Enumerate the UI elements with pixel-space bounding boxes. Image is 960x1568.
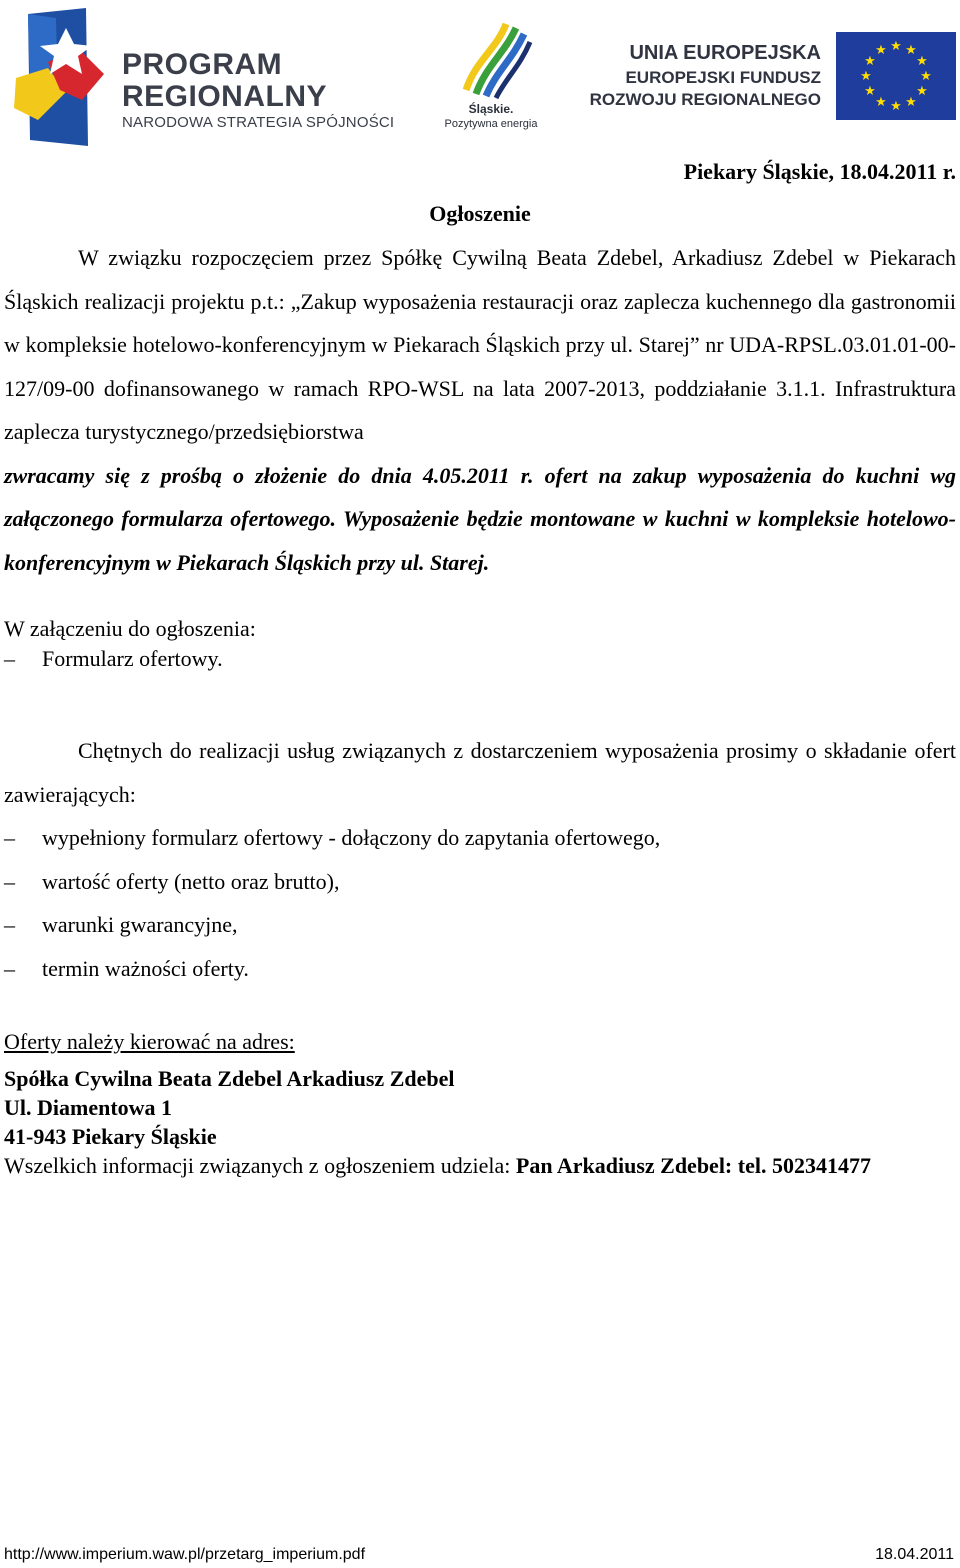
footer-url[interactable]: http://www.imperium.waw.pl/przetarg_imperium.pdf [4,1546,366,1563]
svg-text:★: ★ [875,43,887,58]
eu-logo-line1: UNIA EUROPEJSKA [629,42,821,64]
program-logo-line2: REGIONALNY [122,80,328,113]
svg-text:★: ★ [916,54,928,69]
announcement-document [4,148,956,1180]
requirements-list [4,816,956,990]
address-heading: Oferty należy kierować na adres: [4,1029,295,1054]
slaskie-logo [436,20,546,140]
requirement-text: warunki gwarancyjne, [42,912,238,937]
requirement-text: termin ważności oferty. [42,955,249,981]
offer-paragraph: Chętnych do realizacji usług związanych z dostarczeniem wyposażenia prosimy o składanie ofert zawierających: [4,738,956,807]
svg-text:★: ★ [890,99,902,114]
program-regionalny-emblem-icon [8,8,118,150]
list-dash: – [4,955,15,981]
requirement-text: wartość oferty (netto oraz brutto), [42,868,340,894]
svg-text:★: ★ [864,84,876,99]
slaskie-logo-line1: Śląskie. [468,102,514,116]
slaskie-logo-line2: Pozytywna energia [444,118,538,130]
list-item [4,903,956,947]
contact-info-prefix: Wszelkich informacji związanych z ogłoszeniem udziela: [4,1153,516,1178]
svg-text:★: ★ [920,69,932,84]
address-line: Ul. Diamentowa 1 [4,1095,173,1120]
svg-text:★: ★ [860,69,872,84]
list-item [4,860,956,904]
svg-text:★: ★ [905,95,917,110]
attachment-label: W załączeniu do ogłoszenia: [4,616,256,641]
list-dash: – [4,868,15,894]
svg-text:★: ★ [905,43,917,58]
eu-logo-line2: EUROPEJSKI FUNDUSZ [625,68,821,87]
document-title: Ogłoszenie [429,201,531,226]
list-dash: – [4,646,15,671]
attachment-item-text: Formularz ofertowy. [42,646,223,671]
address-line: Spółka Cywilna Beata Zdebel Arkadiusz Zdebel [4,1066,455,1091]
eu-logo [589,28,956,128]
contact-info [4,1151,956,1180]
footer-date: 18.04.2011 [875,1546,954,1563]
attachment-item [4,644,956,674]
eu-logo-line3: ROZWOJU REGIONALNEGO [589,90,821,109]
eu-flag-icon [836,32,956,120]
document-date: Piekary Śląskie, 18.04.2011 r. [683,159,956,184]
list-item [4,816,956,860]
requirement-text: wypełniony formularz ofertowy - dołączony do zapytania ofertowego, [42,825,661,850]
program-regionalny-logo [8,8,395,150]
address-line: 41-943 Piekary Śląskie [4,1124,217,1149]
slaskie-waves-icon [436,20,546,100]
list-item [4,947,956,991]
intro-paragraph: W związku rozpoczęciem przez Spółkę Cywilną Beata Zdebel, Arkadiusz Zdebel w Piekarach Śląskich realizacji projektu p.t.: „Zakup wyposażenia restauracji oraz zaplecza kuchennego dla gastronomii w kompleksie hotelowo-konferencyjnym w Piekarach Śląskich przy ul. Starej” nr UDA-RPSL.03.01.01-00-127/09-00 dofinansowanego w ramach RPO-WSL na lata 2007-2013, poddziałanie 3.1.1. Infrastruktura zaplecza turystycznego/przedsiębiorstwa [4,245,956,444]
svg-text:★: ★ [875,95,887,110]
svg-text:★: ★ [864,54,876,69]
contact-person: Pan Arkadiusz Zdebel: tel. 502341477 [515,1153,871,1178]
request-paragraph: zwracamy się z prośbą o złożenie do dnia 4.05.2011 r. ofert na zakup wyposażenia do kuchni wg załączonego formularza ofertowego. Wyposażenie będzie montowane w kuchni w kompleksie hotelowo-konferencyjnym w Piekarach Śląskich przy ul. Starej. [4,462,956,575]
svg-text:★: ★ [890,39,902,54]
list-dash: – [4,912,15,937]
program-logo-line1: PROGRAM [122,48,283,81]
logo-bar [0,0,960,150]
program-logo-line3: NARODOWA STRATEGIA SPÓJNOŚCI [122,114,395,131]
list-dash: – [4,825,15,850]
svg-text:★: ★ [916,84,928,99]
